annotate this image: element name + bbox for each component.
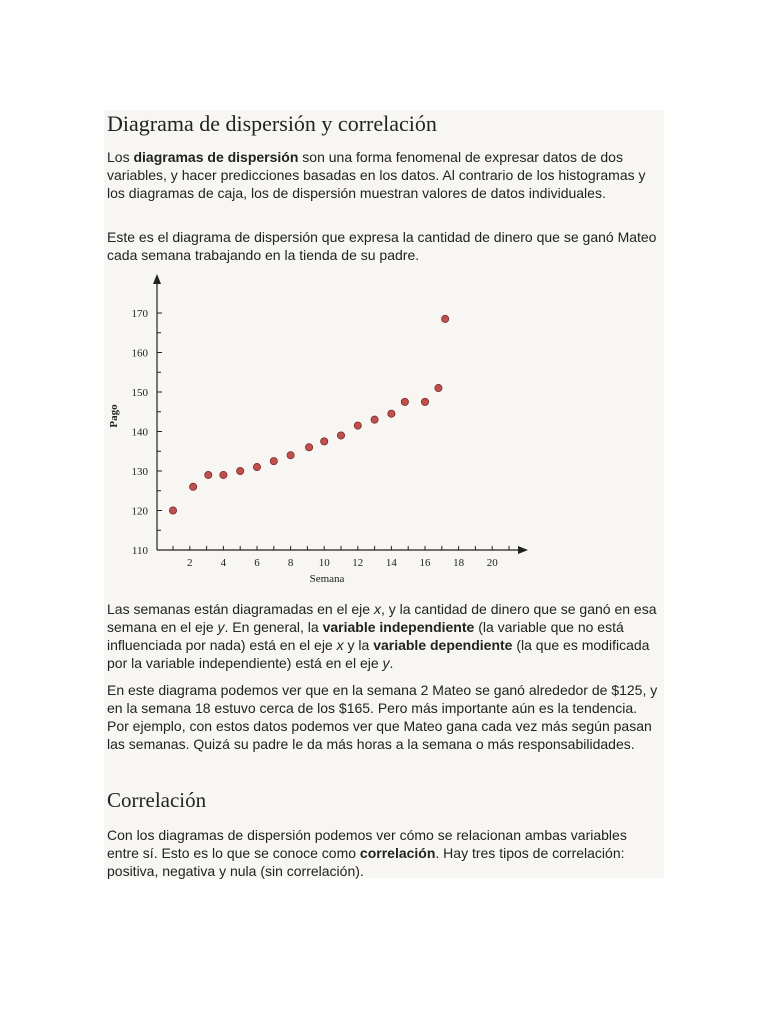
data-point xyxy=(253,463,260,470)
data-point xyxy=(220,471,227,478)
y-axis-arrow xyxy=(153,274,161,284)
x-tick-label: 12 xyxy=(352,557,364,569)
interpretation-paragraph: En este diagrama podemos ver que en la semana 2 Mateo se ganó alrededor de $125, y en la semana 18 estuvo cerca de los $165. Pero más importante aún es la tendencia. Por ejemplo, con estos datos podemos ver que Mateo gana cada vez más según pasan las semanas. Quizá su padre le da más horas a la semana o más responsabilidades. xyxy=(107,682,658,752)
x-tick-label: 16 xyxy=(419,557,431,569)
data-point xyxy=(435,384,442,391)
correlation-paragraph: Con los diagramas de dispersión podemos ver cómo se relacionan ambas variables entre sí. Esto es lo que se conoce como correlación. Hay tres tipos de correlación: positiva, negativa y nula (sin correlación). xyxy=(107,827,627,879)
x-tick-label: 10 xyxy=(318,557,330,569)
document-page xyxy=(104,110,664,878)
x-axis-arrow xyxy=(518,546,528,554)
term-independent-variable: variable independiente xyxy=(322,619,475,635)
page-title: Diagrama de dispersión y correlación xyxy=(107,111,437,136)
x-axis-label: Semana xyxy=(309,573,345,585)
data-point xyxy=(205,471,212,478)
y-tick-label: 130 xyxy=(131,466,148,478)
data-point xyxy=(388,410,395,417)
intro-paragraph: Los diagramas de dispersión son una forma fenomenal de expresar datos de dos variables, y hacer predicciones basadas en los datos. Al contrario de los histogramas y los diagramas de caja, los de dispersión muestran valores de datos individuales. xyxy=(107,149,646,201)
x-tick-label: 6 xyxy=(254,557,260,569)
x-tick-label: 14 xyxy=(385,557,397,569)
data-point xyxy=(270,458,277,465)
y-tick-label: 120 xyxy=(131,505,148,518)
x-tick-label: 8 xyxy=(287,557,294,569)
x-tick-label: 18 xyxy=(453,557,465,569)
term-correlation: correlación xyxy=(359,845,436,861)
data-point xyxy=(190,483,197,490)
term-scatter-diagrams: diagramas de dispersión xyxy=(133,149,299,165)
x-tick-label: 20 xyxy=(486,557,498,569)
x-tick-label: 2 xyxy=(187,557,193,569)
y-tick-label: 160 xyxy=(131,347,148,360)
y-tick-label: 110 xyxy=(131,545,148,557)
data-point xyxy=(354,422,361,429)
scatter-chart xyxy=(104,268,534,590)
data-point xyxy=(442,315,449,322)
y-tick-label: 140 xyxy=(131,426,148,439)
x-tick-label: 4 xyxy=(220,557,227,569)
data-point xyxy=(287,452,294,459)
term-dependent-variable: variable dependiente xyxy=(373,637,513,653)
y-tick-label: 170 xyxy=(131,308,148,320)
data-point xyxy=(305,444,312,451)
axes-explanation-paragraph: Las semanas están diagramadas en el eje x, y la cantidad de dinero que se ganó en esa semana en el eje y. En general, la variable independiente (la variable que no está influenciada por nada) está en el eje x y la variable dependiente (la que es modificada por la variable independiente) está en el eje y. xyxy=(107,601,657,671)
data-point xyxy=(169,507,176,514)
data-point xyxy=(421,398,428,405)
data-point xyxy=(321,438,328,445)
data-point xyxy=(237,467,244,474)
chart-intro-paragraph: Este es el diagrama de dispersión que expresa la cantidad de dinero que se ganó Mateo cada semana trabajando en la tienda de su padre. xyxy=(107,229,657,263)
data-point xyxy=(401,398,408,405)
data-point xyxy=(337,432,344,439)
data-point xyxy=(371,416,378,423)
y-tick-label: 150 xyxy=(131,387,148,399)
y-axis-label: Pago xyxy=(108,404,120,428)
section-heading-correlation: Correlación xyxy=(107,788,207,812)
